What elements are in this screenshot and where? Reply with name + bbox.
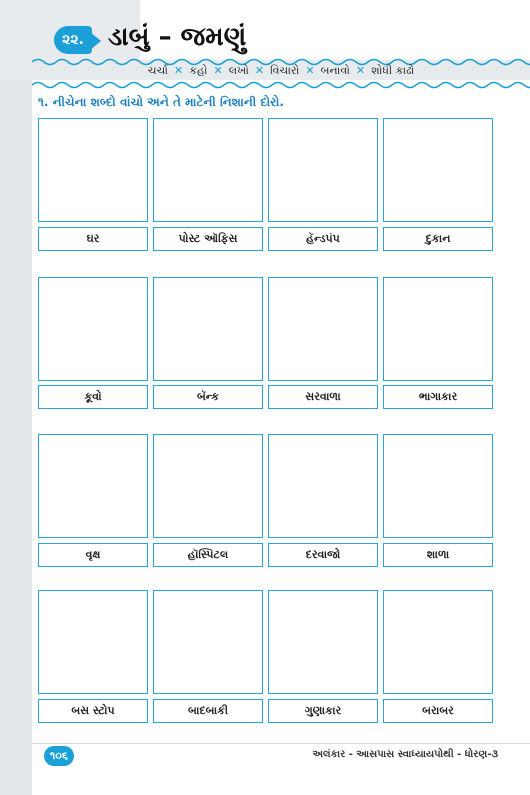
word-label: ગુણાકાર — [268, 699, 378, 723]
word-label: ભાગાકાર — [383, 385, 493, 409]
drawing-box[interactable] — [383, 118, 493, 222]
chapter-arrow-icon — [90, 32, 101, 50]
skill-discuss: ચર્ચા — [147, 64, 168, 77]
drawing-box[interactable] — [383, 277, 493, 381]
question-instruction: ૧. નીચેના શબ્દો વાંચો અને તે માટેની નિશાની દોરો. — [38, 95, 284, 109]
separator-icon: ✕ — [254, 64, 265, 77]
skill-find: શોધી કાઢો — [371, 64, 415, 77]
skill-write: લખો — [228, 64, 249, 77]
word-label: પોસ્ટ ઑફિસ — [153, 227, 263, 251]
drawing-box[interactable] — [38, 434, 148, 538]
left-margin-band — [0, 0, 32, 795]
drawing-box[interactable] — [268, 590, 378, 694]
drawing-box[interactable] — [38, 277, 148, 381]
book-title-footer: અલંકાર - આસપાસ સ્વાધ્યાયપોથી - ધોરણ-૩ — [312, 749, 498, 760]
drawing-box[interactable] — [153, 277, 263, 381]
word-label: બરાબર — [383, 699, 493, 723]
footer-divider — [32, 743, 530, 744]
skills-tagline — [32, 64, 530, 78]
drawing-box[interactable] — [153, 434, 263, 538]
page-number-badge: ૧૦૬ — [44, 746, 74, 766]
word-label: શાળા — [383, 543, 493, 567]
word-label: સરવાળા — [268, 385, 378, 409]
drawing-box[interactable] — [38, 590, 148, 694]
separator-icon: ✕ — [173, 64, 184, 77]
word-label: દરવાજો — [268, 543, 378, 567]
separator-icon: ✕ — [305, 64, 315, 77]
word-label: હૉસ્પિટલ — [153, 543, 263, 567]
word-label: બૅન્ક — [153, 385, 263, 409]
drawing-box[interactable] — [268, 434, 378, 538]
drawing-box[interactable] — [268, 118, 378, 222]
word-label: ઘર — [38, 227, 148, 251]
drawing-box[interactable] — [383, 434, 493, 538]
chapter-number-badge: ૨૨. — [54, 26, 92, 54]
word-label: વૃક્ષ — [38, 543, 148, 567]
wave-divider-bottom — [32, 80, 530, 90]
skill-make: બનાવો — [320, 64, 350, 77]
skill-think: વિચારો — [270, 64, 300, 77]
word-label: હૅન્ડપંપ — [268, 227, 378, 251]
separator-icon: ✕ — [213, 64, 223, 77]
drawing-box[interactable] — [38, 118, 148, 222]
word-label: બસ સ્ટોપ — [38, 699, 148, 723]
page-title: ડાબું – જમણું — [108, 22, 247, 52]
skill-say: કહો — [189, 64, 208, 77]
drawing-box[interactable] — [268, 277, 378, 381]
drawing-box[interactable] — [153, 118, 263, 222]
word-label: બાદબાકી — [153, 699, 263, 723]
drawing-box[interactable] — [153, 590, 263, 694]
separator-icon: ✕ — [355, 64, 366, 77]
drawing-box[interactable] — [383, 590, 493, 694]
word-label: કૂવો — [38, 385, 148, 409]
word-label: દુકાન — [383, 227, 493, 251]
